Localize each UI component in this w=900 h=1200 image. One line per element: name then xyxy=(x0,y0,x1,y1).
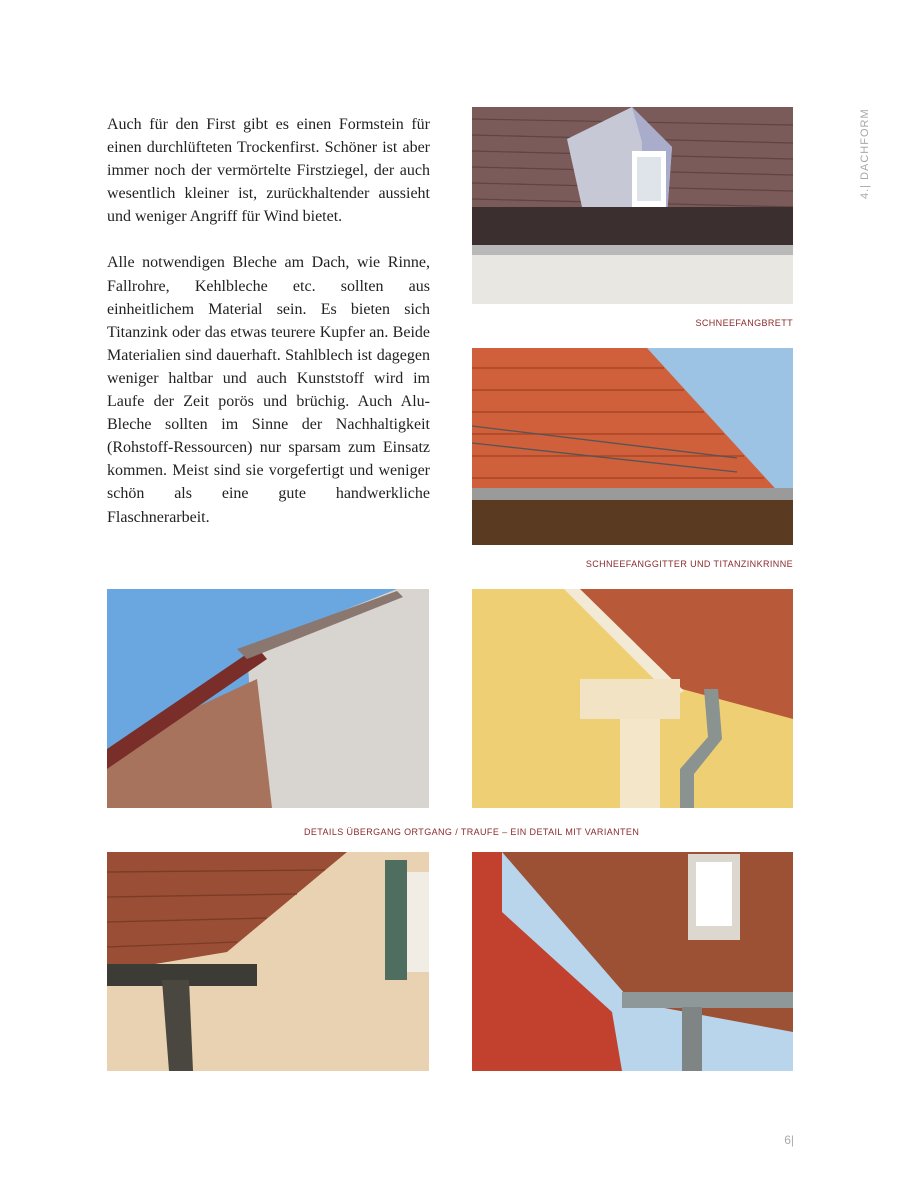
photo-dormer-snow-board xyxy=(472,107,793,304)
chapter-label: 4.| DACHFORM xyxy=(859,108,871,199)
photo-copper-gutter-gable xyxy=(107,589,429,808)
photo-snow-guard-lattice xyxy=(472,348,793,545)
chapter-side-tab xyxy=(853,108,877,198)
photo-beige-wall-shutters xyxy=(107,852,429,1071)
page-number: 6| xyxy=(784,1133,794,1147)
caption-photos-3-4: DETAILS ÜBERGANG ORTGANG / TRAUFE – EIN DETAIL MIT VARIANTEN xyxy=(304,827,640,837)
photo-half-timbered-dormer xyxy=(472,852,793,1071)
body-text xyxy=(107,113,430,552)
photo-yellow-plaster-downpipe xyxy=(472,589,793,808)
caption-photo-2: SCHNEEFANGGITTER UND TITANZINKRINNE xyxy=(585,559,793,569)
caption-photo-1: SCHNEEFANGBRETT xyxy=(695,318,793,328)
paragraph-1: Auch für den First gibt es einen Formstein für einen durchlüfteten Trockenfirst. Schöner ist aber immer noch der vermörtelte Firstziegel, der auch wesentlich kleiner ist, zurückhaltender aussieht und weniger Angriff für Wind bietet. xyxy=(107,116,430,226)
paragraph-2: Alle notwendigen Bleche am Dach, wie Rinne, Fallrohre, Kehlbleche etc. sollten aus einheitlichem Material sein. Es bieten sich Titanzink oder das etwas teurere Kupfer an. Beide Materialien sind dauerhaft. Stahlblech ist dagegen weniger haltbar und auch Kunststoff wird im Laufe der Zeit porös und brüchig. Auch Alu-Bleche sollten im Sinne der Nachhaltigkeit (Rohstoff-Ressourcen) nur sparsam zum Einsatz kommen. Meist sind sie vorgefertigt und weniger schön als eine gute handwerkliche Flaschnerarbeit. xyxy=(107,254,430,526)
